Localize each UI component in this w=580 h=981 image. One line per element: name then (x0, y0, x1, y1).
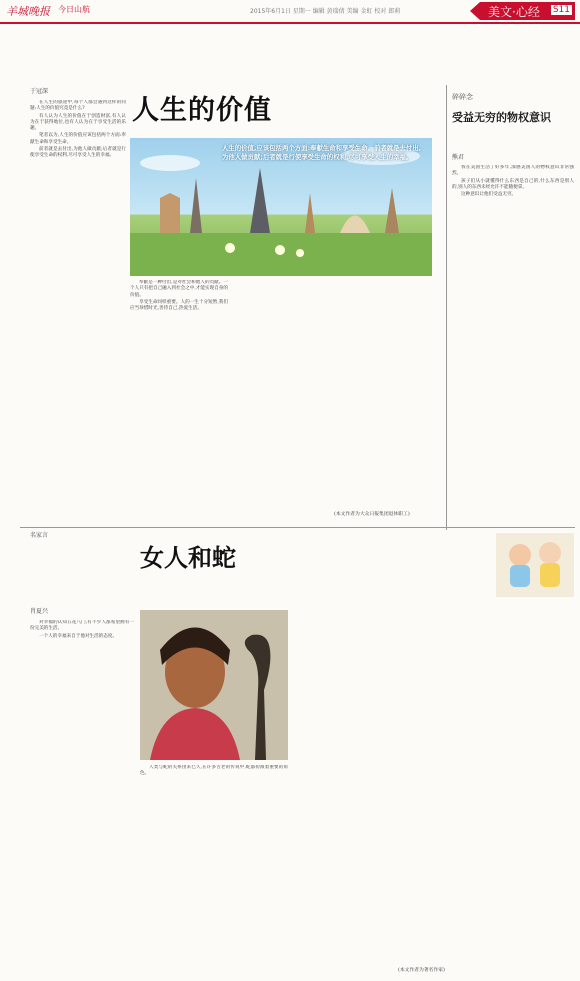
article2-column-2: 人类与蛇的关系由来已久,在许多古老的传说中,蛇都扮演着重要的角色。 (140, 765, 288, 777)
sidebar-continuation (496, 600, 574, 975)
article2-label: 名家言 (30, 532, 49, 539)
sidebar-author: 熊君 (452, 154, 465, 161)
article1-column-2: 奉献是一种付出,是对社会和他人的贡献。一个人只有把自己融入到社会之中,才能实现自身的价值。 享受生命同样重要。人的一生十分短暂,我们应当珍惜时光,善待自己,热爱生活。 (130, 280, 228, 312)
section-arrow-icon (470, 2, 480, 20)
babies-illustration (496, 533, 574, 597)
article2-column-3 (296, 620, 394, 975)
article1-photo (130, 138, 432, 276)
section-badge (480, 2, 575, 20)
sidebar-title: 受益无穷的物权意识 (452, 111, 551, 124)
article1-source: (本文作者为大众日报集团退休职工) (334, 512, 410, 517)
babies-photo (496, 533, 574, 597)
article2-column-4 (398, 620, 490, 965)
article2-source: (本文作者为著名作家) (398, 968, 445, 973)
sidebar-label: 碎碎念 (452, 93, 473, 101)
article1-author: 于冠深 (30, 88, 49, 95)
horizontal-divider (20, 527, 575, 528)
girl-and-cobra-illustration (140, 610, 288, 760)
section-mini-label: 今日山航 (58, 5, 90, 14)
article2-photo (140, 610, 288, 760)
article1-column-1: 在人生的旅途中,每个人都会遇到这样的问题:人生的价值究竟是什么? 有人认为人生的价值在于创造财富,有人认为在于获得地位,也有人认为在于享受生活的乐趣。 笔者以为,人生的价值应该包括两个方面:奉献生命和享受生命。 前者就是去付出,为他人做贡献;后者就是行使享受生命的权利,尽可享受人生的幸福。 (30, 100, 126, 159)
newspaper-brand: 羊城晚报 (6, 5, 50, 18)
article1-title: 人生的价值 (132, 95, 272, 126)
section-name: 美文·心经 (488, 5, 540, 19)
header-meta: 2015年6月1日 星期一 编辑 黄瑞倩 美编 金虹 校对 郎莉 (250, 8, 401, 15)
article2-column-1: 对幸福的认知五花八门,有不少人都希望拥有一份完美的生活。 一个人的幸福来自于他对生活的态度。 (30, 620, 134, 639)
sidebar-divider (446, 85, 447, 530)
article2-author: 肖夏兴 (30, 608, 49, 615)
photo-caption: 人生的价值,应该包括两个方面:奉献生命和享受生命。前者就是去付出,为他人做贡献;后者就是行使享受生命的权利,尽可享受人生的幸福。 (222, 144, 422, 161)
article2-title: 女人和蛇 (140, 544, 236, 572)
page-number: S11 (552, 5, 570, 15)
sidebar-body: 我在美国生活了好多年,深感美国人的物权意识非常强烈。 孩子们从小就懂得什么东西是自己的,什么东西是别人的,别人的东西未经允许不能随便拿。 这种意识让他们受益无穷。 (452, 165, 574, 198)
article1-column-4 (334, 280, 432, 510)
article1-column-3 (232, 280, 330, 520)
